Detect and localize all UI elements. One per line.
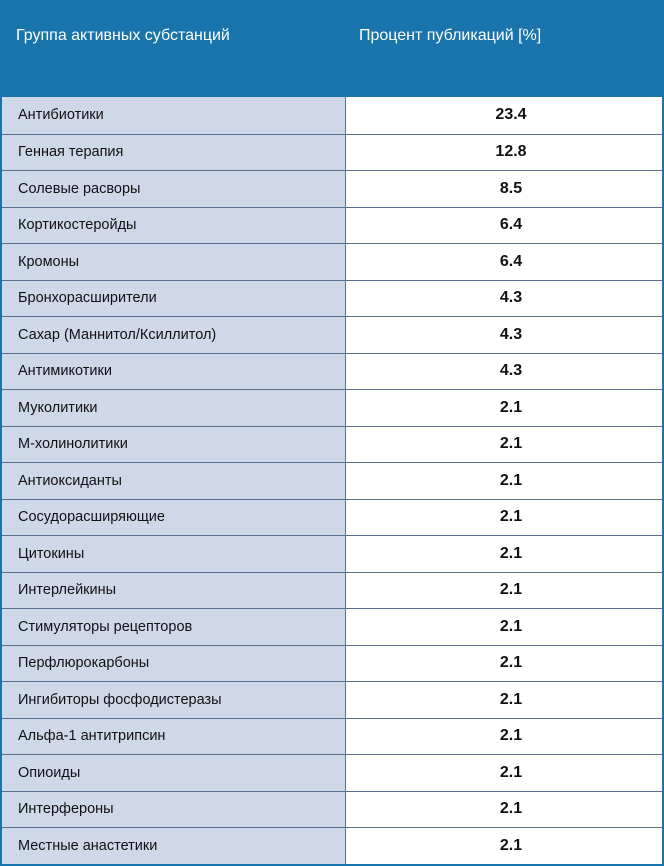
table-row <box>2 426 662 463</box>
publication-percent-cell: 6.4 <box>346 208 662 244</box>
publication-percent-cell: 4.3 <box>346 281 662 317</box>
table-row <box>2 499 662 536</box>
publication-percent-cell: 12.8 <box>346 135 662 171</box>
substance-group-cell: Сахар (Маннитол/Ксиллитол) <box>2 317 346 353</box>
publication-percent-cell: 4.3 <box>346 317 662 353</box>
substance-group-cell: Местные анастетики <box>2 828 346 864</box>
substance-group-cell: Интерлейкины <box>2 573 346 609</box>
table-row <box>2 389 662 426</box>
publication-percent-cell: 2.1 <box>346 719 662 755</box>
table-row <box>2 791 662 828</box>
substance-group-cell: Опиоиды <box>2 755 346 791</box>
table-row <box>2 681 662 718</box>
substance-group-cell: Муколитики <box>2 390 346 426</box>
publication-percent-cell: 4.3 <box>346 354 662 390</box>
substance-group-cell: Кромоны <box>2 244 346 280</box>
table-row <box>2 280 662 317</box>
table-body <box>0 97 664 866</box>
table-row <box>2 97 662 134</box>
substance-group-cell: Интерфероны <box>2 792 346 828</box>
table-row <box>2 316 662 353</box>
table-row <box>2 134 662 171</box>
table-row <box>2 535 662 572</box>
publication-percent-cell: 6.4 <box>346 244 662 280</box>
substance-group-cell: Стимуляторы рецепторов <box>2 609 346 645</box>
table-row <box>2 827 662 864</box>
publication-percent-cell: 2.1 <box>346 390 662 426</box>
substance-group-cell: Антибиотики <box>2 97 346 134</box>
publication-percent-cell: 23.4 <box>346 97 662 134</box>
table-row <box>2 608 662 645</box>
publication-percent-cell: 2.1 <box>346 682 662 718</box>
substance-group-cell: Кортикостеройды <box>2 208 346 244</box>
publication-percent-cell: 2.1 <box>346 463 662 499</box>
substance-group-cell: Перфлюрокарбоны <box>2 646 346 682</box>
publication-percent-cell: 2.1 <box>346 500 662 536</box>
table-row <box>2 170 662 207</box>
publication-percent-cell: 2.1 <box>346 427 662 463</box>
table-row <box>2 243 662 280</box>
column-header-group: Группа активных субстанций <box>16 27 230 44</box>
substance-group-cell: Антимикотики <box>2 354 346 390</box>
publication-percent-cell: 2.1 <box>346 828 662 864</box>
table-row <box>2 718 662 755</box>
substance-group-cell: Генная терапия <box>2 135 346 171</box>
table-row <box>2 572 662 609</box>
table-row <box>2 645 662 682</box>
publication-percent-cell: 2.1 <box>346 792 662 828</box>
table-row <box>2 754 662 791</box>
table-row <box>2 207 662 244</box>
substance-group-cell: Солевые расворы <box>2 171 346 207</box>
table-header <box>0 0 664 97</box>
table-row <box>2 353 662 390</box>
substance-group-cell: Бронхорасширители <box>2 281 346 317</box>
table-row <box>2 462 662 499</box>
substance-group-cell: Альфа-1 антитрипсин <box>2 719 346 755</box>
publication-percent-cell: 2.1 <box>346 646 662 682</box>
publication-percent-cell: 2.1 <box>346 609 662 645</box>
substance-group-cell: Антиоксиданты <box>2 463 346 499</box>
publication-percent-cell: 2.1 <box>346 755 662 791</box>
substance-group-cell: Сосудорасширяющие <box>2 500 346 536</box>
substance-group-cell: Цитокины <box>2 536 346 572</box>
publication-percent-cell: 8.5 <box>346 171 662 207</box>
substance-group-cell: М-холинолитики <box>2 427 346 463</box>
column-header-percent: Процент публикаций [%] <box>359 27 542 44</box>
publication-percent-cell: 2.1 <box>346 536 662 572</box>
substance-group-cell: Ингибиторы фосфодистеразы <box>2 682 346 718</box>
publication-percent-cell: 2.1 <box>346 573 662 609</box>
